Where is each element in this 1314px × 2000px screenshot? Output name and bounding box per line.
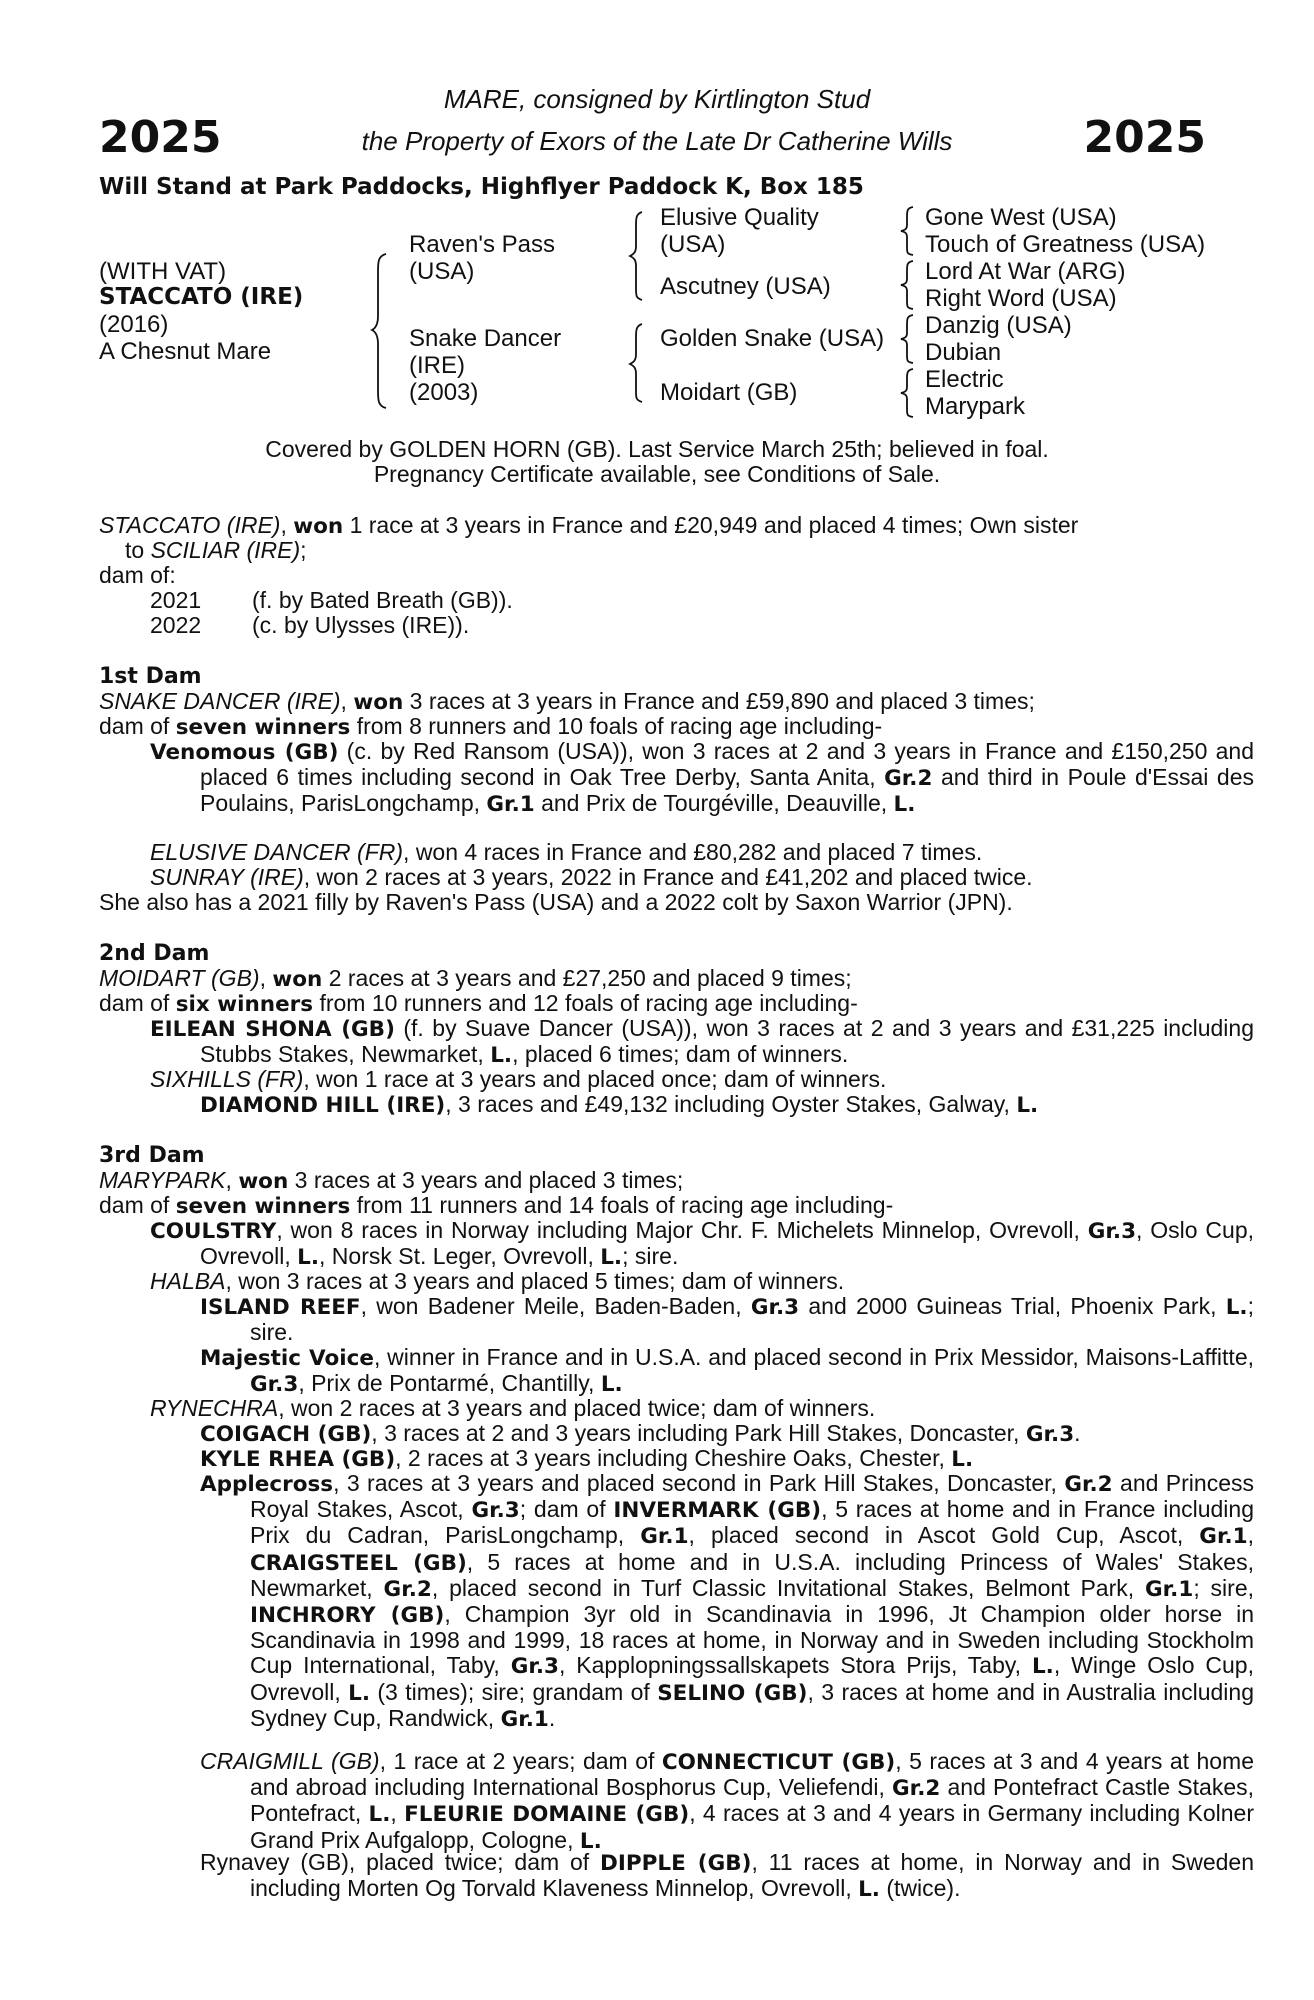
sire-name: Raven's Pass <box>409 231 555 258</box>
granddam-sire: Ascutney (USA) <box>660 273 831 300</box>
intro-line-2: to SCILIAR (IRE); <box>125 537 307 563</box>
progeny-rynechra: RYNECHRA, won 2 races at 3 years and placed twice; dam of winners. <box>150 1395 876 1421</box>
ancestor-2: Touch of Greatness (USA) <box>925 231 1206 258</box>
horse-year: (2016) <box>99 311 169 338</box>
progeny-rynavey: Rynavey (GB), placed twice; dam of DIPPLE (GB), 11 races at home, in Norway and in Sweden including Morten Og Torvald Klaveness Minnelop, Ovrevoll, L. (twice). <box>200 1849 1254 1903</box>
progeny-elusive-dancer: ELUSIVE DANCER (FR), won 4 races in France and £80,282 and placed 7 times. <box>150 839 983 865</box>
covered-line: Covered by GOLDEN HORN (GB). Last Service March 25th; believed in foal. <box>265 436 1049 462</box>
intro-line-1: STACCATO (IRE), won 1 race at 3 years in France and £20,949 and placed 4 times; Own sister <box>99 512 1079 539</box>
third-dam-produce: dam of seven winners from 11 runners and 14 foals of racing age including- <box>99 1192 894 1219</box>
pedigree-bracket-g4 <box>901 367 917 419</box>
first-dam-heading: 1st Dam <box>99 664 202 689</box>
stand-location: Will Stand at Park Paddocks, Highflyer Paddock K, Box 185 <box>99 174 864 200</box>
second-dam-heading: 2nd Dam <box>99 941 210 966</box>
horse-description: A Chesnut Mare <box>99 338 272 365</box>
horse-name: STACCATO (IRE) <box>99 284 304 310</box>
progeny-halba: HALBA, won 3 races at 3 years and placed 5 times; dam of winners. <box>150 1268 845 1294</box>
pedigree-bracket-g2 <box>901 259 917 311</box>
year-right: 2025 <box>1083 112 1206 163</box>
dam-name: Snake Dancer <box>409 325 562 352</box>
progeny-sixhills: SIXHILLS (FR), won 1 race at 3 years and placed once; dam of winners. <box>150 1066 887 1092</box>
progeny-craigmill: CRAIGMILL (GB), 1 race at 2 years; dam of CONNECTICUT (GB), 5 races at 3 and 4 years at home and abroad including International Bosphorus Cup, Veliefendi, Gr.2 and Pontefract Castle Stakes, Pontefract, L., FLEURIE DOMAINE (GB), 4 races at 3 and 4 years in Germany including Kolner Grand Prix Aufgalopp, Cologne, L. <box>200 1748 1255 1854</box>
ancestor-6: Dubian <box>925 339 1002 366</box>
grandsire-sire-country: (USA) <box>660 231 726 258</box>
dam-year: (2003) <box>409 379 479 406</box>
progeny-coigach: COIGACH (GB), 3 races at 2 and 3 years including Park Hill Stakes, Doncaster, Gr.3. <box>200 1420 1081 1447</box>
progeny-sunray: SUNRAY (IRE), won 2 races at 3 years, 2022 in France and £41,202 and placed twice. <box>150 864 1033 890</box>
pedigree-bracket-sire <box>630 210 650 302</box>
pregnancy-line: Pregnancy Certificate available, see Conditions of Sale. <box>373 461 941 487</box>
pedigree-bracket-main <box>372 252 392 410</box>
grandsire-dam: Golden Snake (USA) <box>660 325 885 352</box>
third-dam-record: MARYPARK, won 3 races at 3 years and placed 3 times; <box>99 1167 684 1194</box>
foal-desc: (c. by Ulysses (IRE)). <box>252 612 470 638</box>
progeny-eilean-shona: EILEAN SHONA (GB) (f. by Suave Dancer (USA)), won 3 races at 2 and 3 years and £31,225 including Stubbs Stakes, Newmarket, L., placed 6 times; dam of winners. <box>150 1015 1254 1069</box>
progeny-venomous: Venomous (GB) (c. by Red Ransom (USA)), won 3 races at 2 and 3 years in France and £150,250 and placed 6 times including second in Oak Tree Derby, Santa Anita, Gr.2 and third in Poule d'Essai des Poulains, ParisLongchamp, Gr.1 and Prix de Tourgéville, Deauville, L. <box>150 738 1254 818</box>
sire-country: (USA) <box>409 258 475 285</box>
first-dam-record: SNAKE DANCER (IRE), won 3 races at 3 years in France and £59,890 and placed 3 times; <box>99 688 1035 715</box>
ancestor-5: Danzig (USA) <box>925 312 1072 339</box>
first-dam-produce: dam of seven winners from 8 runners and 10 foals of racing age including- <box>99 713 883 740</box>
progeny-applecross: Applecross, 3 races at 3 years and placed second in Park Hill Stakes, Doncaster, Gr.2 and Princess Royal Stakes, Ascot, Gr.3; dam of INVERMARK (GB), 5 races at home and in France including Prix du Cadran, ParisLongchamp, Gr.1, placed second in Ascot Gold Cup, Ascot, Gr.1, CRAIGSTEEL (GB), 5 races at home and in U.S.A. including Princess of Wales' Stakes, Newmarket, Gr.2, placed second in Turf Classic Invitational Stakes, Belmont Park, Gr.1; sire, INCHRORY (GB), Champion 3yr old in Scandinavia in 1996, Jt Champion older horse in Scandinavia in 1998 and 1999, 18 races at home, in Norway and in Sweden including Stockholm Cup International, Taby, Gr.3, Kapplopningssallskapets Stora Prijs, Taby, L., Winge Oslo Cup, Ovrevoll, L. (3 times); sire; grandam of SELINO (GB), 3 races at home and in Australia including Sydney Cup, Randwick, Gr.1. <box>200 1470 1255 1732</box>
grandsire-sire: Elusive Quality <box>660 204 819 231</box>
progeny-diamond-hill: DIAMOND HILL (IRE), 3 races and £49,132 including Oyster Stakes, Galway, L. <box>200 1091 1039 1118</box>
pedigree-bracket-g1 <box>901 205 917 257</box>
granddam-dam: Moidart (GB) <box>660 379 798 406</box>
progeny-kyle-rhea: KYLE RHEA (GB), 2 races at 3 years including Cheshire Oaks, Chester, L. <box>200 1445 974 1472</box>
ancestor-8: Marypark <box>925 393 1026 420</box>
ancestor-3: Lord At War (ARG) <box>925 258 1126 285</box>
pedigree-bracket-dam <box>630 322 650 404</box>
foal-desc: (f. by Bated Breath (GB)). <box>252 587 513 613</box>
dam-of-label: dam of: <box>99 562 176 588</box>
year-left: 2025 <box>99 112 222 163</box>
progeny-island-reef: ISLAND REEF, won Badener Meile, Baden-Baden, Gr.3 and 2000 Guineas Trial, Phoenix Park, L.; sire. <box>200 1293 1254 1346</box>
ancestor-1: Gone West (USA) <box>925 204 1117 231</box>
second-dam-produce: dam of six winners from 10 runners and 12 foals of racing age including- <box>99 990 858 1017</box>
foal-year: 2022 <box>150 612 202 638</box>
pedigree-bracket-g3 <box>901 313 917 365</box>
property-line: the Property of Exors of the Late Dr Catherine Wills <box>361 126 953 156</box>
first-dam-note: She also has a 2021 filly by Raven's Pass (USA) and a 2022 colt by Saxon Warrior (JPN). <box>99 889 1013 915</box>
foal-year: 2021 <box>150 587 202 613</box>
progeny-coulstry: COULSTRY, won 8 races in Norway including Major Chr. F. Michelets Minnelop, Ovrevoll, Gr.3, Oslo Cup, Ovrevoll, L., Norsk St. Leger, Ovrevoll, L.; sire. <box>150 1217 1254 1271</box>
third-dam-heading: 3rd Dam <box>99 1143 205 1168</box>
second-dam-record: MOIDART (GB), won 2 races at 3 years and £27,250 and placed 9 times; <box>99 965 852 992</box>
ancestor-7: Electric <box>925 366 1004 393</box>
progeny-majestic-voice: Majestic Voice, winner in France and in U.S.A. and placed second in Prix Messidor, Maisons-Laffitte, Gr.3, Prix de Pontarmé, Chantilly, L. <box>200 1344 1254 1398</box>
ancestor-4: Right Word (USA) <box>925 285 1117 312</box>
vat-note: (WITH VAT) <box>99 258 227 285</box>
consignor-line: MARE, consigned by Kirtlington Stud <box>443 84 871 114</box>
dam-country: (IRE) <box>409 352 465 379</box>
